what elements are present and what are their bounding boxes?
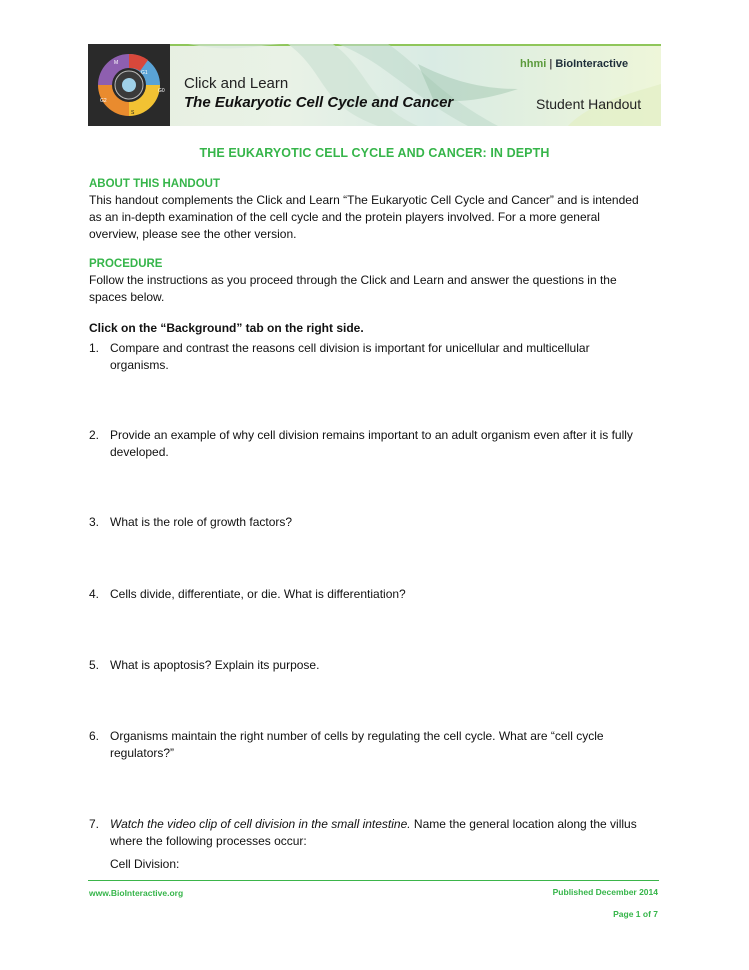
question-4 [89,586,661,603]
question-number: 2. [89,428,100,442]
cell-cycle-logo [88,44,170,126]
footer-rule [88,880,659,881]
question-number: 1. [89,341,100,355]
about-heading: ABOUT THIS HANDOUT [89,178,220,190]
question-text-line: regulators?” [110,746,175,760]
about-line-1: This handout complements the Click and Learn “The Eukaryotic Cell Cycle and Cancer” and is intended [89,193,639,207]
question-text-line: organisms. [110,358,169,372]
cell-division-label: Cell Division: [110,857,180,871]
question-6 [89,728,661,762]
question-text-line: Name the general location along the villus [410,817,637,831]
header-banner [88,44,661,126]
question-number: 3. [89,515,100,529]
banner-subtitle: Click and Learn [184,75,289,92]
question-text-line: What is apoptosis? Explain its purpose. [110,658,320,672]
footer-website-link[interactable]: www.BioInteractive.org [89,888,184,898]
procedure-line-2: spaces below. [89,290,165,304]
procedure-heading: PROCEDURE [89,258,163,270]
banner-decoration [88,44,661,126]
question-number: 4. [89,587,100,601]
question-number: 6. [89,729,100,743]
logo-label-g0: G0 [158,88,165,94]
footer-page-number: Page 1 of 7 [613,909,658,919]
procedure-line-1: Follow the instructions as you proceed through the Click and Learn and answer the questions in the [89,273,617,287]
question-3 [89,514,661,531]
cell-cycle-icon [88,44,170,126]
about-paragraph [89,192,659,243]
question-5 [89,657,661,674]
question-7 [89,816,661,850]
footer-published-date: Published December 2014 [552,887,658,897]
logo-label-g2: G2 [100,98,107,104]
question-text-line: Organisms maintain the right number of cells by regulating the cell cycle. What are “cell cycle [110,729,604,743]
student-handout-label: Student Handout [536,96,642,112]
brand-biointeractive: BioInteractive [555,58,629,70]
question-text-line: Provide an example of why cell division remains important to an adult organism even after it is fully [110,428,633,442]
background-tab-instruction: Click on the “Background” tab on the right side. [89,321,364,335]
brand-hhmi: hhmi [520,58,547,70]
about-line-3: overview, please see the other version. [89,227,297,241]
question-text-line: where the following processes occur: [110,834,307,848]
question-italic-text: Watch the video clip of cell division in the small intestine. [110,817,411,831]
question-number: 7. [89,817,100,831]
logo-label-s: S [131,110,135,116]
question-1 [89,340,661,374]
question-text-line: Compare and contrast the reasons cell division is important for unicellular and multicellular [110,341,590,355]
brand-logo: hhmi | BioInteractive [520,58,628,70]
question-text-line: developed. [110,445,169,459]
question-number: 5. [89,658,100,672]
logo-label-g1: G1 [141,70,148,76]
question-text-line: Cells divide, differentiate, or die. What is differentiation? [110,587,406,601]
about-line-2: as an in-depth examination of the cell cycle and the protein players involved. For a more general [89,210,600,224]
question-text-line: What is the role of growth factors? [110,515,293,529]
logo-label-m: M [114,60,119,66]
procedure-paragraph [89,272,659,306]
page-title: THE EUKARYOTIC CELL CYCLE AND CANCER: IN DEPTH [199,146,550,160]
question-2 [89,427,661,461]
banner-title: The Eukaryotic Cell Cycle and Cancer [184,94,454,111]
